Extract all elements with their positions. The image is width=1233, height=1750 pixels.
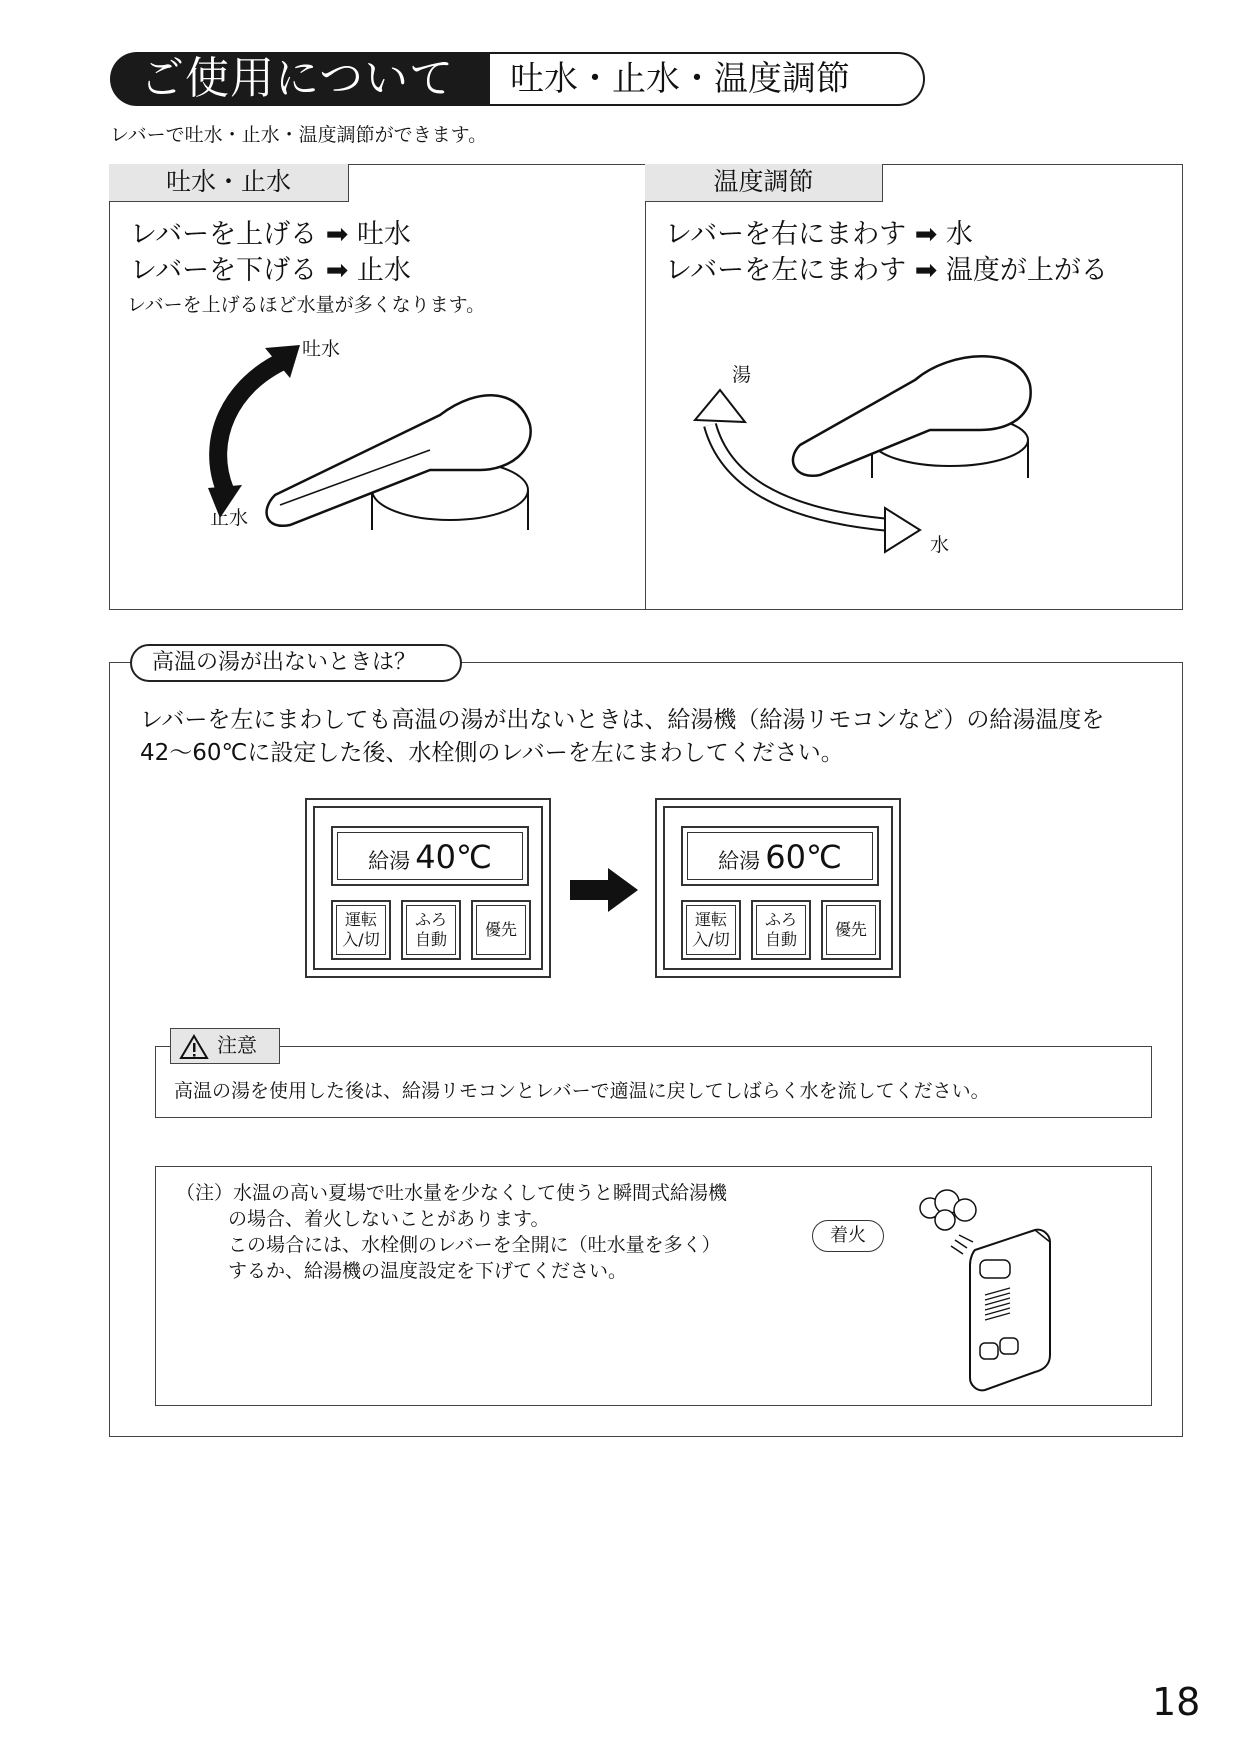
label-hot: 湯 xyxy=(732,364,752,386)
bath-button-sub: 自動 xyxy=(764,930,797,949)
label-cold: 水 xyxy=(930,534,950,556)
label-stop: 止水 xyxy=(210,507,249,529)
priority-button-label: 優先 xyxy=(484,920,517,939)
panel-divider xyxy=(645,164,646,610)
power-button xyxy=(331,900,391,960)
tab-temperature: 温度調節 xyxy=(645,164,883,202)
bath-auto-button xyxy=(751,900,811,960)
bath-button-sub: 自動 xyxy=(414,930,447,949)
remote-before xyxy=(305,798,551,978)
left-line-2: レバーを下げる ➡ 止水 xyxy=(130,255,411,286)
caution-title: 注意 xyxy=(217,1033,257,1057)
section-title: 高温の湯が出ないときは？ xyxy=(130,644,462,682)
intro-text: レバーで吐水・止水・温度調節ができます。 xyxy=(110,124,488,146)
page-title: ご使用について xyxy=(110,52,490,106)
display-label: 給湯 xyxy=(718,849,761,873)
note-line-3: この場合には、水栓側のレバーを全開に（吐水量を多く） xyxy=(228,1234,721,1256)
left-line-1: レバーを上げる ➡ 吐水 xyxy=(130,219,411,250)
remote-after xyxy=(655,798,901,978)
ignition-label: 着火 xyxy=(812,1220,884,1252)
remote-display xyxy=(681,826,879,886)
priority-button-label: 優先 xyxy=(834,920,867,939)
note-line-4: するか、給湯機の温度設定を下げてください。 xyxy=(228,1260,628,1282)
water-heater-icon xyxy=(885,1180,1075,1395)
tab-flow-stop: 吐水・止水 xyxy=(109,164,349,202)
power-button xyxy=(681,900,741,960)
bath-button-label: ふろ xyxy=(764,910,797,929)
power-button-sub: 入/切 xyxy=(692,930,730,949)
note-text xyxy=(176,1180,776,1284)
label-spout: 吐水 xyxy=(302,338,341,360)
right-line-1: レバーを右にまわす ➡ 水 xyxy=(665,219,973,250)
right-line-2: レバーを左にまわす ➡ 温度が上がる xyxy=(665,255,1108,286)
note-line-2: の場合、着火しないことがあります。 xyxy=(228,1208,550,1230)
power-button-label: 運転 xyxy=(344,910,377,929)
warning-icon xyxy=(179,1034,209,1060)
display-temp: 60℃ xyxy=(765,838,842,876)
power-button-sub: 入/切 xyxy=(342,930,380,949)
page-subtitle: 吐水・止水・温度調節 xyxy=(490,52,925,106)
caution-text: 高温の湯を使用した後は、給湯リモコンとレバーで適温に戻してしばらく水を流してください。 xyxy=(174,1080,990,1102)
note-line-1: （注）水温の高い夏場で吐水量を少なくして使うと瞬間式給湯機 xyxy=(176,1182,728,1204)
display-temp: 40℃ xyxy=(415,838,492,876)
caution-tab xyxy=(170,1028,280,1064)
power-button-label: 運転 xyxy=(694,910,727,929)
priority-button xyxy=(821,900,881,960)
left-note: レバーを上げるほど水量が多くなります。 xyxy=(127,294,486,316)
page-number: 18 xyxy=(1152,1680,1201,1724)
right-arrow-icon xyxy=(570,868,640,912)
display-label: 給湯 xyxy=(368,849,411,873)
section-text: レバーを左にまわしても高温の湯が出ないときは、給湯機（給湯リモコンなど）の給湯温度を42〜60℃に設定した後、水栓側のレバーを左にまわしてください。 xyxy=(140,707,1105,766)
priority-button xyxy=(471,900,531,960)
remote-display xyxy=(331,826,529,886)
bath-button-label: ふろ xyxy=(414,910,447,929)
bath-auto-button xyxy=(401,900,461,960)
